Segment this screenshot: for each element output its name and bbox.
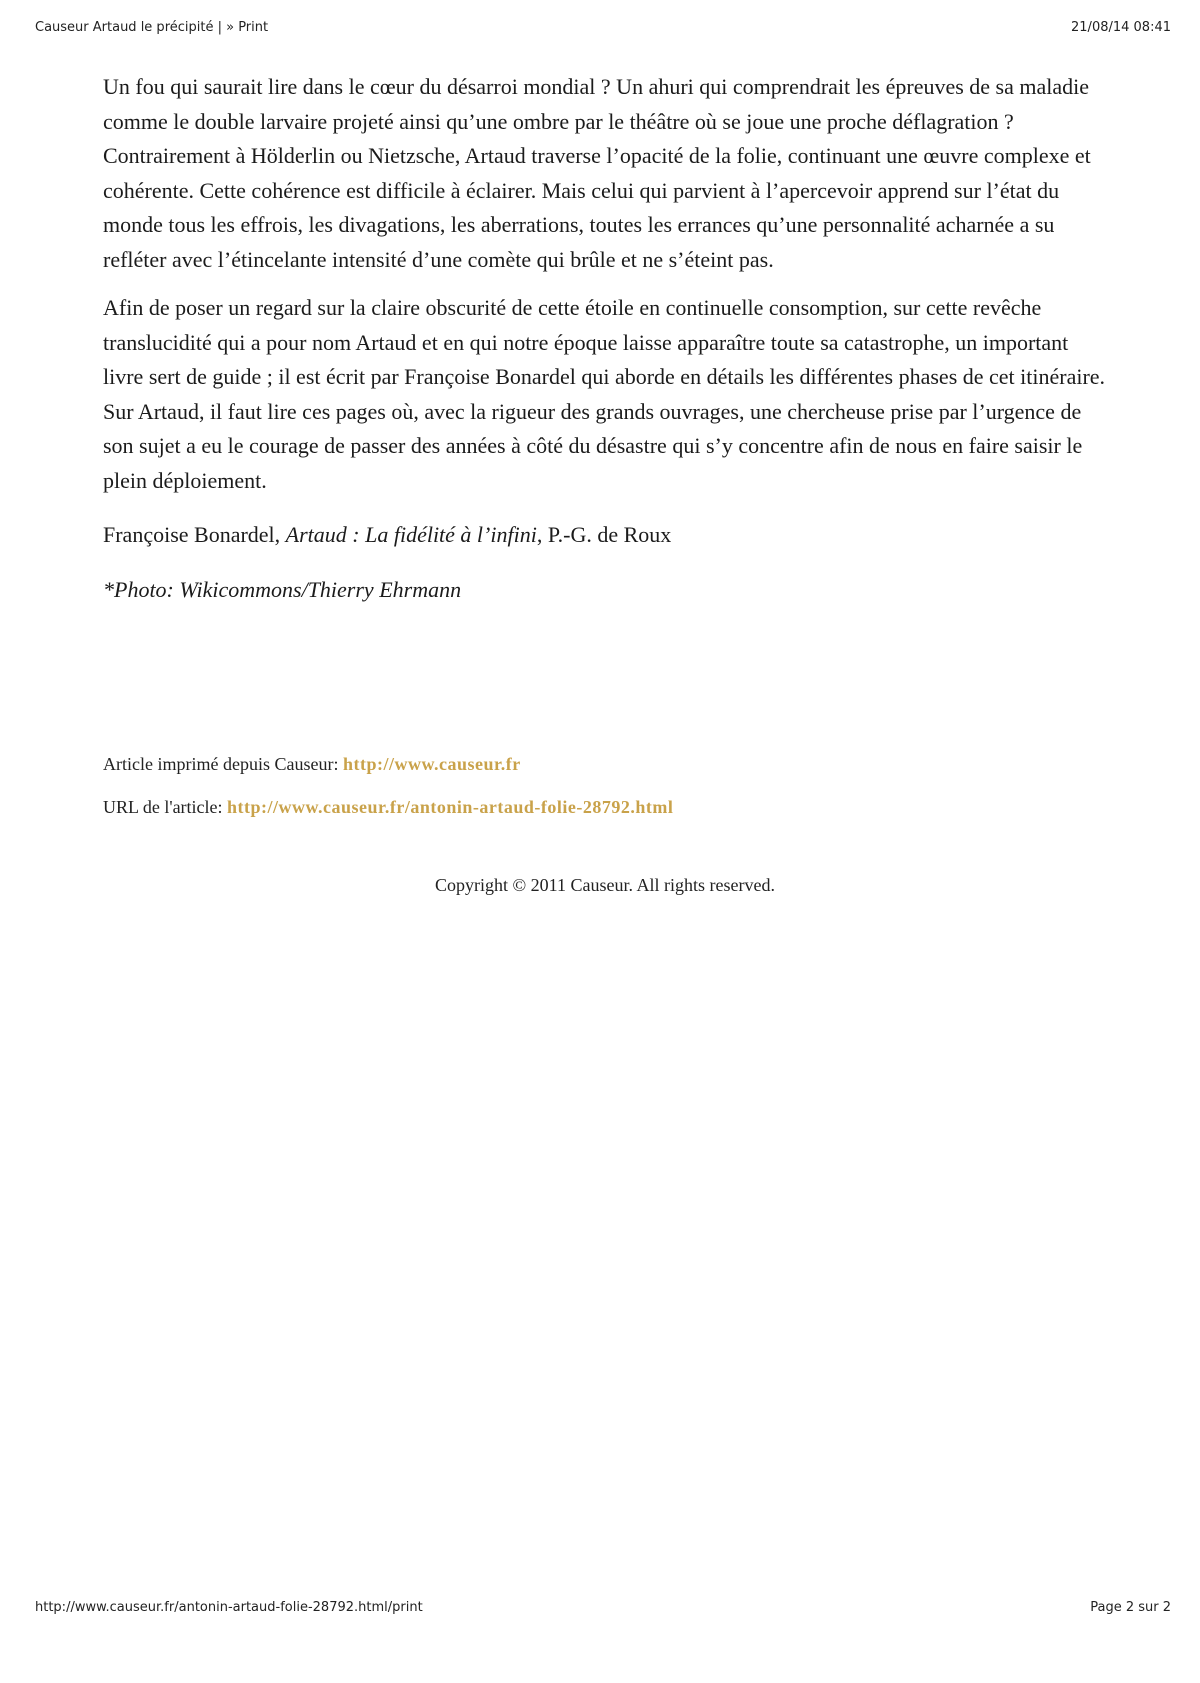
- article-url-line: [103, 797, 673, 818]
- site-link[interactable]: http://www.causeur.fr: [342, 754, 521, 774]
- print-header-datetime: 21/08/14 08:41: [1071, 20, 1171, 35]
- article-paragraph: Un fou qui saurait lire dans le cœur du désarroi mondial ? Un ahuri qui comprendrait les épreuves de sa maladie comme le double larvaire projeté ainsi qu’une ombre par le théâtre où se joue une proche déflagration ? Contrairement à Hölderlin ou Nietzsche, Artaud traverse l’opacité de la folie, continuant une œuvre complexe et cohérente. Cette cohérence est difficile à éclairer. Mais celui qui parvient à l’apercevoir apprend sur l’état du monde tous les effrois, les divagations, les aberrations, toutes les errances qu’une personnalité acharnée a su refléter avec l’étincelante intensité d’une comète qui brûle et ne s’éteint pas.: [103, 74, 1091, 272]
- citation-author: Françoise Bonardel,: [103, 522, 286, 547]
- citation-title: Artaud : La fidélité à l’infini: [285, 522, 537, 547]
- copyright-notice: [0, 875, 1200, 896]
- print-footer-page: Page 2 sur 2: [1090, 1600, 1171, 1615]
- print-footer-url: http://www.causeur.fr/antonin-artaud-folie-28792.html/print: [35, 1600, 423, 1615]
- printed-from-label: Article imprimé depuis Causeur:: [103, 754, 343, 774]
- copyright-text: Copyright © 2011 Causeur. All rights reserved.: [435, 875, 775, 895]
- photo-credit: *Photo: Wikicommons/Thierry Ehrmann: [103, 576, 462, 602]
- article-body: [103, 70, 1108, 621]
- article-paragraph: Afin de poser un regard sur la claire obscurité de cette étoile en continuelle consomption, sur cette revêche translucidité qui a pour nom Artaud et en qui notre époque laisse apparaître toute sa catastrophe, un important livre sert de guide ; il est écrit par Françoise Bonardel qui aborde en détails les différentes phases de cet itinéraire. Sur Artaud, il faut lire ces pages où, avec la rigueur des grands ouvrages, une chercheuse prise par l’urgence de son sujet a eu le courage de passer des années à côté du désastre qui s’y concentre afin de nous en faire saisir le plein déploiement.: [103, 295, 1106, 493]
- article-link[interactable]: http://www.causeur.fr/antonin-artaud-folie-28792.html: [227, 797, 674, 817]
- book-citation: [103, 518, 1108, 553]
- print-header-title: Causeur Artaud le précipité | » Print: [35, 20, 269, 35]
- article-url-label: URL de l'article:: [103, 797, 228, 817]
- printed-from-line: [103, 754, 521, 775]
- citation-publisher: , P.-G. de Roux: [536, 522, 672, 547]
